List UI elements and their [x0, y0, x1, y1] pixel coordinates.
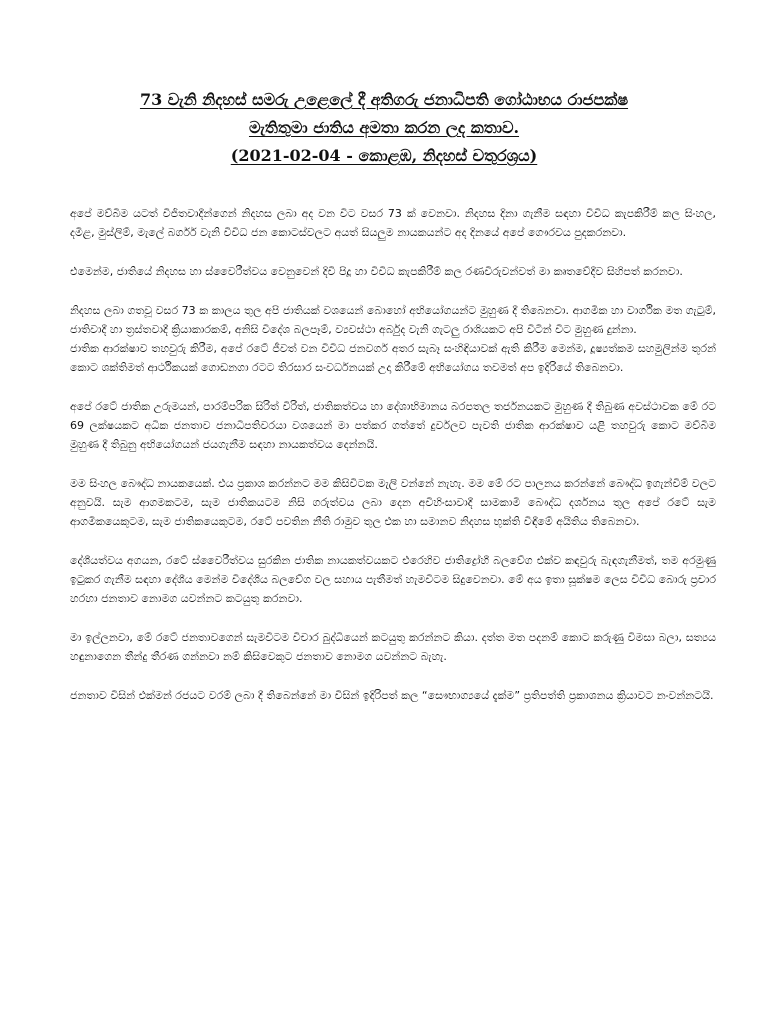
paragraph-vision-policy: ජනතාව විසින් එක්මන් රජයට වරම් ලබා දී තිබෙන්නේ මා විසින් ඉදිරිපත් කල “සෞභාග්‍යයේ දැක්ම” ප්‍රතිපත්ති ප්‍රකාශනය ක්‍රියාවට නංවන්නටයි.	[70, 689, 714, 702]
title-line-3-date-venue: (2021-02-04 - කොළඹ, නිදහස් චතුරශ්‍රය)	[230, 146, 538, 165]
speech-title	[60, 86, 708, 170]
paragraph-national-security: ජාතික ආරක්ෂාව තහවුරු කිරීම, අපේ රටේ ජීවත් වන විවිධ ජනවර්ග අතර සැබෑ සංහිඳියාවක් ඇති කිරීම මෙන්ම, දූෂ්‍යත්කම සහමුලින්ම තුරන් කොට ශක්තිමත් ආර්ථිකයක් ගොඩනගා රටට තිරසාර සංවර්ධනයක් උදා කිරීමේ අභියෝගය තවමත් අප ඉදිරියේ තිබෙනවා.	[70, 342, 716, 374]
paragraph-challenges: නිදහස ලබා ගතවූ වසර 73 ක කාලය තුල අපි ජාතියක් වශයෙන් බොහෝ අභියෝගයන්ට මුහුණ දී තිබෙනවා. ආගමික හා වාර්ගික මත ගැටුම්, ජාතිවාදී හා ත්‍රස්තවාදී ක්‍රියාකාරකම්, අනිසි විදේශ බලපෑම්, ව්‍යවස්ථා අර්බුද වැනි ගැටලු රාශියකට අපි විටින් විට මුහුණ දුන්නා.	[70, 304, 716, 336]
paragraph-mandate: අපේ රටේ ජාතික උරුමයන්, පාරම්පරික සිරිත් විරිත්, ජාතිකත්වය හා දේශාභිමානය බරපතල තර්ජනයකට මුහුණ දී තිබුණ අවස්ථාවක මේ රට 69 ලක්ෂයකට අධික ජනතාව ජනාධිපතිවරයා වශයෙන් මා පත්කර ගත්තේ දුර්වලව පැවති ජාතික ආරක්ෂාව යළි තහවුරු කොට මව්බිම මුහුණ දී තිබුනු අභියෝගයන් ජයගැනීම සඳහා නායකත්වය දෙන්නයි.	[70, 400, 716, 451]
paragraph-anti-national-forces: දේශීයත්වය අගයන, රටේ ස්වෛරීත්වය සුරකින ජාතික නායකත්වයකට එරෙහිව ජාතිද්‍රෝහී බලවේග එක්ව කඳවුරු බැඳගැනීමත්, තම අරමුණු ඉටුකර ගැනීම සඳහා දේශීය මෙන්ම විදේශීය බලවේග වල සහාය පැතීමත් හැමවිටම සිදුවෙනවා. මේ අය ඉතා සූක්ෂම ලෙස විවිධ බොරු ප්‍රචාර හරහා ජනතාව නොමග යවන්නට කටයුතු කරනවා.	[70, 554, 716, 605]
paragraph-buddhist-leader: මම සිංහල බෞද්ධ නායකයෙක්. එය ප්‍රකාශ කරන්නට මම කිසිවිටක මැලි වන්නේ නැහැ. මම මේ රට පාලනය කරන්නේ බෞද්ධ ඉගැන්වීම් වලට අනුවයි. සැම ආගමකටම, සැම ජාතිකයටම නිසි ගරුත්වය ලබා දෙන අවිහිංසාවාදී සාමකාමී බෞද්ධ දර්ශනය තුල අපේ රටේ සැම ආගමිකයෙකුටම, සැම ජාතිකයෙකුටම, රටේ පවතින නීති රාමුව තුල එක හා සමානව නිදහස භුක්ති විඳීමේ අයිතිය තිබෙනවා.	[70, 477, 716, 528]
paragraph-critical-thinking: මා ඉල්ලනවා, මේ රටේ ජනතාවගෙන් සැමවිටම විචාර බුද්ධියෙන් කටයුතු කරන්නට කියා. දත්ත මත පදනම් කොට කරුණු විමසා බලා, සත්‍යය හඳුනාගෙන තීන්දු තීරණ ගන්නවා නම් කිසිවෙකුට ජනතාව නොමග යවන්නට බැහැ.	[70, 631, 716, 663]
title-line-2: මැතිතුමා ජාතිය අමතා කරන ලද කතාව.	[248, 118, 520, 137]
paragraph-war-heroes: එමෙන්ම, ජාතියේ නිදහස හා ස්වෛරීත්වය වෙනුවෙන් දිවි පිදූ හා විවිධ කැපකිරීම් කල රණවිරුවන්වත් මා කෘතවේදීව සිහිපත් කරනවා.	[70, 265, 683, 278]
title-line-1: 73 වැනි නිදහස් සමරු උළෙලේ දී අතිගරු ජනාධිපති ගෝඨාභය රාජපක්ෂ	[139, 90, 629, 109]
paragraph-independence-anniversary: අපේ මව්බිම යටත් විජිතවාදීන්ගෙන් නිදහස ලබා අද වන විට වසර 73 ක් වෙනවා. නිදහස දිනා ගැනීම සඳහා විවිධ කැපකිරීම් කල සිංහල, දමිළ, මුස්ලිම්, මැලේ බර්ගර් වැනි විවිධ ජන කොටස්වලට අයත් සියලුම නායකයන්ට අද දිනයේ අපේ ගෞරවය පුදකරනවා.	[70, 207, 716, 239]
speech-body	[70, 204, 716, 725]
